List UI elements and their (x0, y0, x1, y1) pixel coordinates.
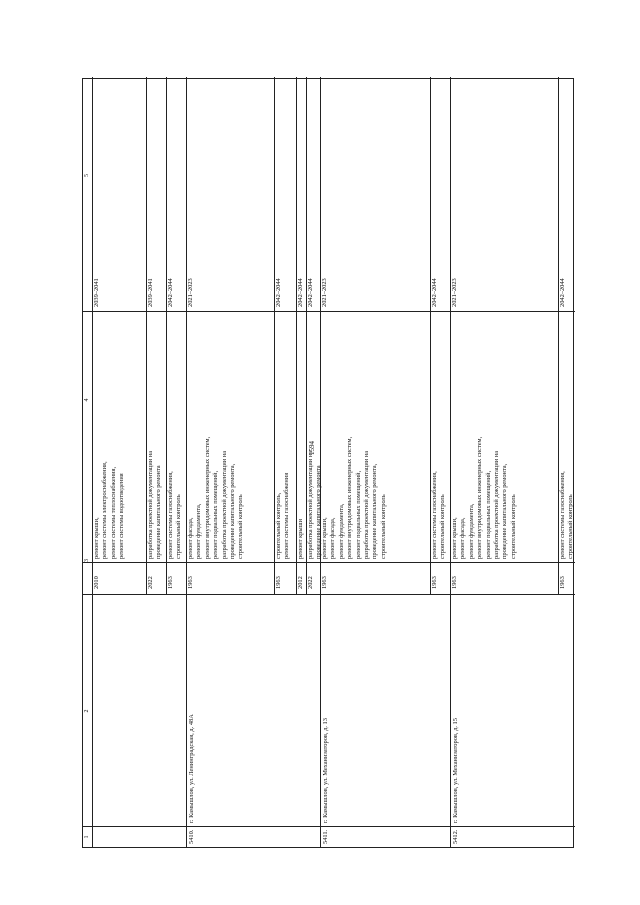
work-item: ремонт подвальных помещений, (212, 470, 220, 559)
work-item: проведение капитального ремонта, (229, 463, 236, 559)
work-item: ремонт фасада, (459, 517, 467, 559)
address: г. Камышлов, ул. Механизаторов, д. 13 (322, 718, 329, 823)
construction-year: 1963 (187, 576, 194, 589)
row-divider (186, 77, 187, 847)
work-item: проведение капитального ремонта (155, 465, 163, 559)
work-item: ремонт крыши, (451, 517, 458, 559)
work-item: ремонт системы газоснабжения, (559, 471, 566, 559)
work-item: проведение капитального ремонта (315, 465, 323, 559)
work-item: ремонт системы теплоснабжения, (109, 466, 117, 559)
repair-period: 2042–2044 (275, 278, 282, 307)
works-table (82, 78, 574, 848)
construction-year: 1963 (275, 576, 282, 589)
construction-year: 1963 (167, 576, 174, 589)
header-col-5: 5 (84, 174, 90, 177)
work-item: ремонт внутридомовых инженерных систем, (203, 436, 211, 559)
header-col-2: 2 (84, 709, 90, 713)
repair-period: 2021–2023 (321, 278, 328, 307)
construction-year: 2012 (297, 576, 304, 589)
work-item: строительный контроль (509, 494, 517, 559)
header-col-4: 4 (84, 398, 90, 402)
work-item: разработка проектной документации на (363, 450, 370, 559)
work-item: ремонт внутридомовых инженерных систем, (476, 436, 484, 559)
repair-period: 2042–2044 (307, 278, 314, 307)
construction-year: 1963 (321, 576, 328, 589)
work-item: строительный контроль (379, 494, 387, 559)
work-item: ремонт подвальных помещений, (484, 470, 492, 559)
work-item: ремонт крыши, (321, 517, 328, 559)
construction-year: 2010 (93, 576, 100, 589)
row-number: 5410. (188, 829, 195, 844)
row-divider (320, 77, 321, 847)
rotated-table-container (82, 78, 574, 848)
work-item: строительный контроль (567, 494, 575, 559)
work-item: ремонт крыши (297, 518, 304, 559)
repair-period: 2042–2044 (559, 278, 566, 307)
row-divider (450, 77, 451, 847)
repair-period: 2039–2041 (147, 278, 154, 307)
work-item: ремонт внутридомовых инженерных систем, (346, 436, 354, 559)
work-item: ремонт системы электроснабжения, (101, 461, 109, 559)
construction-year: 2022 (307, 576, 314, 589)
work-item: ремонт подвальных помещений, (354, 470, 362, 559)
work-item: ремонт системы водоотведения (118, 473, 126, 559)
col-divider (83, 826, 575, 827)
row-number: 5412. (452, 829, 459, 844)
address: г. Камышлов, ул. Ленинградская, д. 48А (188, 714, 195, 823)
work-item: ремонт фасада, (329, 517, 337, 559)
header-col-1: 1 (84, 835, 90, 839)
work-item: строительный контроль (237, 494, 245, 559)
work-item: строительный контроль, (275, 492, 282, 559)
work-item: ремонт системы газоснабжения (283, 472, 291, 559)
repair-period: 2039–2041 (93, 278, 100, 307)
work-item: ремонт системы газоснабжения, (167, 471, 174, 559)
work-item: строительный контроль (439, 494, 447, 559)
repair-period: 2021–2023 (451, 278, 458, 307)
header-col-3: 3 (84, 559, 90, 562)
repair-period: 2042–2044 (297, 278, 304, 307)
work-item: строительный контроль (175, 494, 183, 559)
sub-row-divider (296, 77, 297, 595)
col-divider (83, 594, 575, 595)
repair-period: 2042–2044 (431, 278, 438, 307)
construction-year: 2022 (147, 576, 154, 589)
work-item: разработка проектной документации на (307, 450, 314, 559)
work-item: ремонт системы газоснабжения, (431, 471, 438, 559)
work-item: проведение капитального ремонта, (501, 463, 509, 559)
work-item: проведение капитального ремонта, (371, 463, 379, 559)
col-divider (83, 562, 575, 563)
construction-year: 1963 (431, 576, 438, 589)
page-number: 1594 (308, 441, 316, 455)
work-item: ремонт фундамента, (195, 503, 203, 559)
work-item: разработка проектной документации на (147, 450, 154, 559)
repair-period: 2021–2023 (187, 278, 194, 307)
table-header (83, 77, 93, 847)
work-item: разработка проектной документации на (220, 450, 228, 559)
construction-year: 1963 (559, 576, 566, 589)
col-divider (83, 311, 575, 312)
address: г. Камышлов, ул. Механизаторов, д. 15 (452, 718, 459, 823)
construction-year: 1963 (451, 576, 458, 589)
work-item: разработка проектной документации на (493, 450, 500, 559)
work-item: ремонт фундамента, (337, 503, 345, 559)
work-item: ремонт фасада, (187, 517, 194, 559)
work-item: ремонт фундамента, (467, 503, 475, 559)
repair-period: 2042–2044 (167, 278, 174, 307)
row-number: 5411. (322, 829, 329, 844)
work-item: ремонт крыши, (93, 517, 100, 559)
